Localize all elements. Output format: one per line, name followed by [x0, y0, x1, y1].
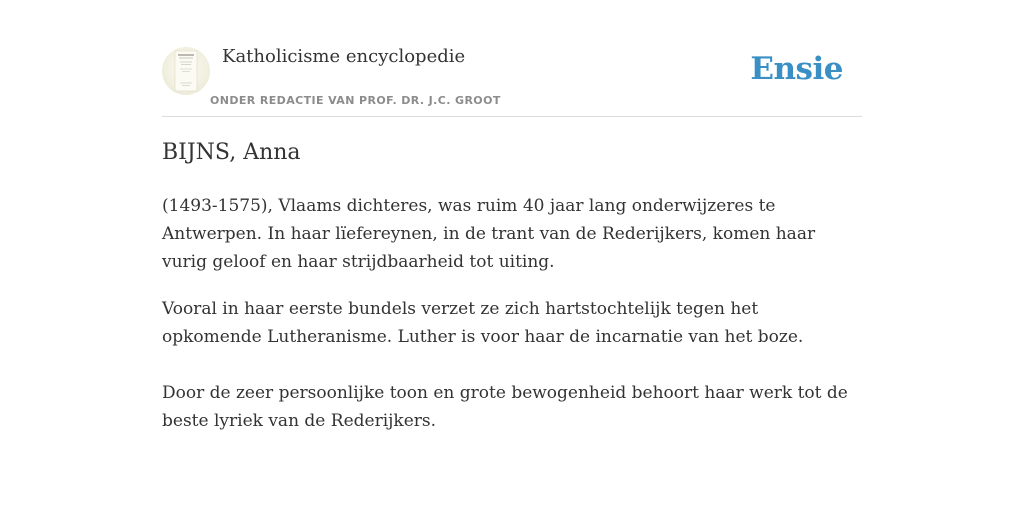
site-title[interactable]: Katholicisme encyclopedie [222, 46, 466, 67]
entry-body [162, 192, 862, 435]
page-container [162, 0, 862, 512]
entry-paragraph: (1493-1575), Vlaams dichteres, was ruim 40 jaar lang onderwijzeres te Antwerpen. In haar lïefereynen, in de trant van de Rederijkers, komen haar vurig geloof en haar strijdbaarheid tot uiting. [162, 196, 816, 272]
book-cover-thumbnail-icon[interactable] [162, 47, 210, 95]
entry-paragraph: Vooral in haar eerste bundels verzet ze zich hartstochtelijk tegen het opkomende Lutheranisme. Luther is voor haar de incarnatie van het boze. [162, 299, 804, 347]
entry-paragraph: Door de zeer persoonlijke toon en grote bewogenheid behoort haar werk tot de beste lyriek van de Rederijkers. [162, 383, 848, 431]
book-cover-graphic [162, 47, 210, 95]
ensie-logo[interactable]: Ensie [750, 51, 843, 87]
entry-title: BIJNS, Anna [162, 140, 301, 165]
encyclopedia-header [162, 44, 862, 117]
site-subtitle: ONDER REDACTIE VAN PROF. DR. J.C. GROOT [210, 94, 501, 107]
